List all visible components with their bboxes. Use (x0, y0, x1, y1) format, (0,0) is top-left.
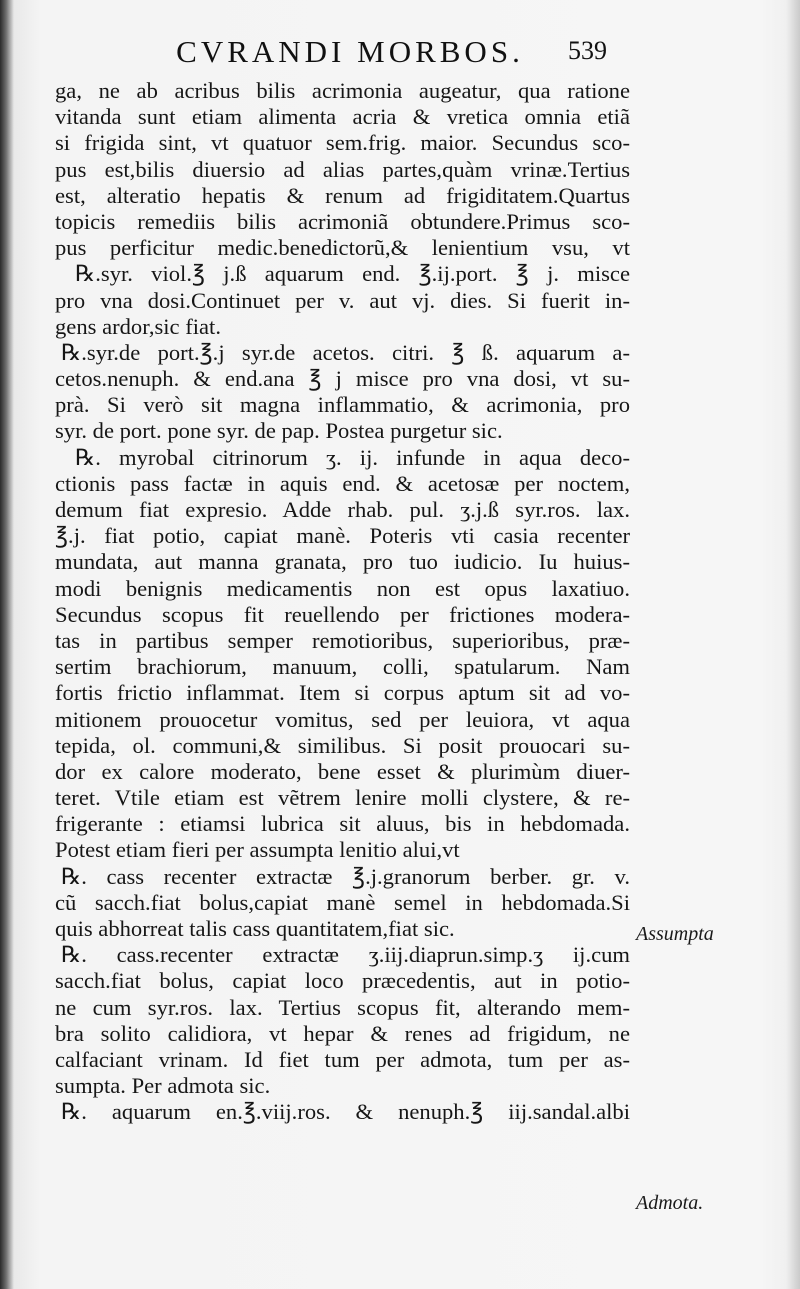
text-line: demum fiat expresio. Adde rhab. pul. ʒ.j.ß syr.ros. lax. (55, 497, 630, 522)
text-line: ℥.j. fiat potio, capiat manè. Poteris vti casia recenter (55, 523, 630, 549)
text-line: modi benignis medicamentis non est opus laxatiuo. (55, 575, 630, 601)
text-line: ctionis pass factæ in aquis end. & acetosæ per noctem, (55, 470, 630, 496)
text-line: pus est,bilis diuersio ad alias partes,quàm vrinæ.Tertius (55, 156, 630, 182)
text-line: ne cum syr.ros. lax. Tertius scopus fit, alterando mem- (55, 994, 630, 1020)
recipe-line: ℞.syr. viol.℥ j.ß aquarum end. ℥.ij.port. ℥ j. misce (75, 261, 630, 287)
text-line: mundata, aut manna granata, pro tuo iudicio. Iu huius- (55, 549, 630, 575)
text-line: calfaciant vrinam. Id fiet tum per admota, tum per as- (55, 1046, 630, 1072)
text-line: sacch.fiat bolus, capiat loco præcedentis, aut in potio- (55, 968, 630, 994)
text-line: topicis remediis bilis acrimoniã obtundere.Primus sco- (55, 208, 630, 234)
text-line: ga, ne ab acribus bilis acrimonia augeatur, qua ratione (55, 78, 630, 103)
marginal-note-admota: Admota. (636, 1192, 704, 1214)
text-line: tepida, ol. communi,& similibus. Si posit prouocari su- (55, 732, 630, 758)
text-line: syr. de port. pone syr. de pap. Postea purgetur sic. (55, 418, 503, 444)
text-line: quis abhorreat talis cass quantitatem,fiat sic. (55, 916, 455, 941)
text-line: cetos.nenuph. & end.ana ℥ j misce pro vna dosi, vt su- (55, 366, 630, 392)
text-line: Secundus scopus fit reuellendo per frictiones modera- (55, 601, 630, 627)
text-line: teret. Vtile etiam est vẽtrem lenire molli clystere, & re- (55, 785, 630, 811)
text-line: fortis frictio inflammat. Item si corpus aptum sit ad vo- (55, 680, 630, 706)
recipe-line: ℞. aquarum en.℥.viij.ros. & nenuph.℥ iij.sandal.albi (61, 1099, 630, 1125)
text-line: mitionem prouocetur vomitus, sed per leuiora, vt aqua (55, 706, 630, 732)
text-line: pro vna dosi.Continuet per v. aut vj. dies. Si fuerit in- (55, 287, 630, 313)
recipe-line: ℞.syr.de port.℥.j syr.de acetos. citri. ℥ ß. aquarum a- (61, 339, 630, 365)
recipe-line: ℞. myrobal citrinorum ʒ. ij. infunde in aqua deco- (75, 444, 630, 470)
text-line: tas in partibus semper remotioribus, superioribus, præ- (55, 627, 630, 653)
page-edge-shadow (786, 0, 800, 1289)
marginal-note-assumpta: Assumpta (636, 923, 714, 945)
text-line: cũ sacch.fiat bolus,capiat manè semel in hebdomada.Si (55, 889, 630, 915)
text-line: frigerante : etiamsi lubrica sit aluus, bis in hebdomada. (55, 811, 630, 837)
text-line: vitanda sunt etiam alimenta acria & vretica omnia etiã (55, 104, 630, 130)
text-line: sumpta. Per admota sic. (55, 1073, 271, 1099)
page-number: 539 (568, 36, 607, 65)
text-line: est, alteratio hepatis & renum ad frigiditatem.Quartus (55, 182, 630, 208)
text-line: prà. Si verò sit magna inflammatio, & acrimonia, pro (55, 392, 630, 418)
text-line: si frigida sint, vt quatuor sem.frig. maior. Secundus sco- (55, 130, 630, 156)
text-line: bra solito calidiora, vt hepar & renes ad frigidum, ne (55, 1020, 630, 1046)
recipe-line: ℞. cass recenter extractæ ℥.j.granorum berber. gr. v. (61, 863, 630, 889)
text-line: pus perficitur medic.benedictorũ,& lenientium vsu, vt (55, 235, 630, 261)
running-head-title: CVRANDI MORBOS. (176, 34, 524, 69)
body-text (55, 78, 630, 1126)
text-line: sertim brachiorum, manuum, colli, spatularum. Nam (55, 654, 630, 680)
text-line: dor ex calore moderato, bene esset & plurimùm diuer- (55, 758, 630, 784)
recipe-line: ℞. cass.recenter extractæ ʒ.iij.diaprun.simp.ʒ ij.cum (61, 942, 630, 968)
text-line: Potest etiam fieri per assumpta lenitio alui,vt (55, 837, 460, 863)
text-line: gens ardor,sic fiat. (55, 313, 221, 339)
